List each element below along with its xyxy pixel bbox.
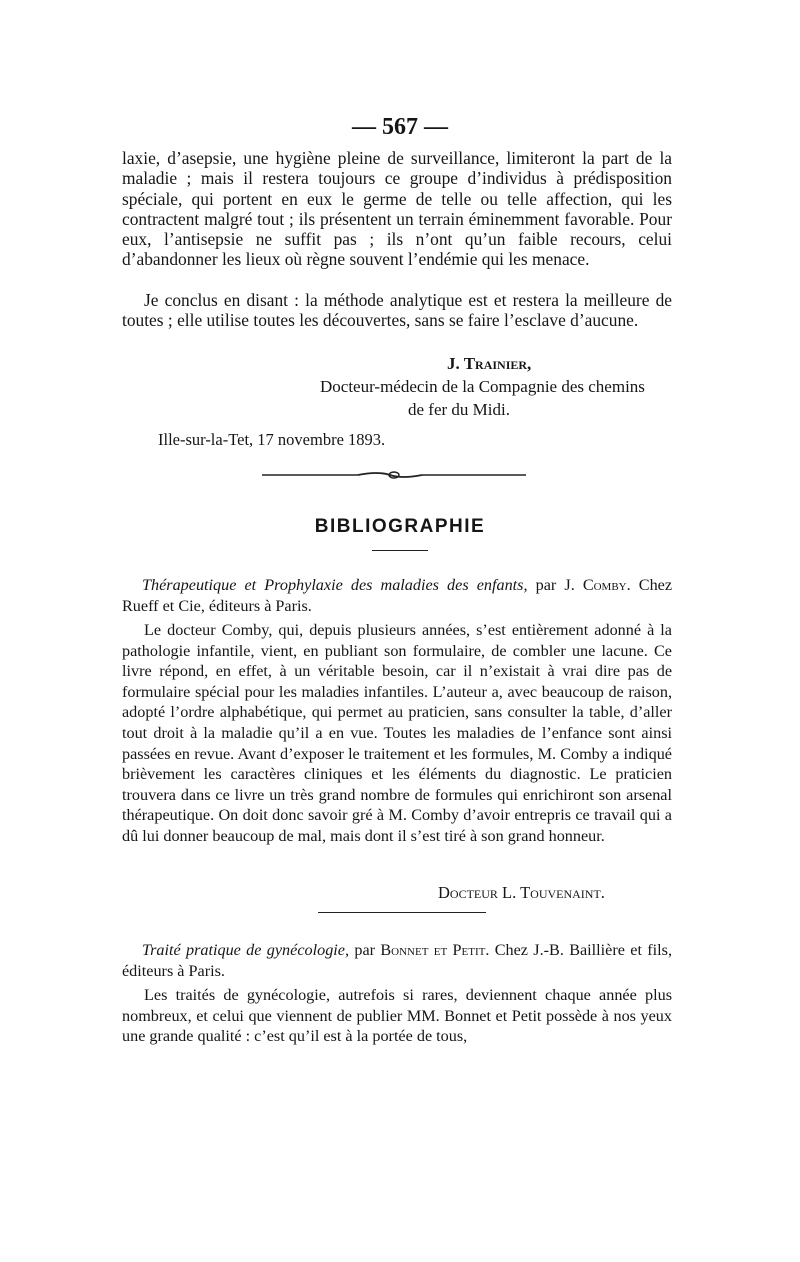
signature-author: J. Trainier, [447,354,532,373]
review2-by: par [354,941,376,959]
review2-publisher: Chez J.-B. Baillière et fils, éditeurs à Paris. [122,941,672,980]
page-number: — 567 — [352,114,448,140]
signature-place-date: Ille-sur-la-Tet, 17 novembre 1893. [158,430,386,449]
signature-title-line2: de fer du Midi. [408,400,510,419]
review1-author: J. Comby. [564,576,631,594]
section-heading: BIBLIOGRAPHIE [314,516,486,537]
review1-citation [122,575,672,616]
review2-authors: Bonnet et Petit. [380,941,490,959]
review1-publisher: Chez Rueff et Cie, éditeurs à Paris. [122,576,673,615]
review1-book-title: Thérapeutique et Prophylaxie des maladies des enfants, [142,576,528,594]
heading-underline [372,550,428,551]
signature-title-line1: Docteur-médecin de la Compagnie des chemins [320,377,645,396]
review-separator [318,912,486,913]
opening-paragraph: laxie, d’asepsie, une hygiène pleine de surveillance, limiteront la part de la maladie ; mais il restera toujours ce groupe d’individus à prédisposition spéciale, qui portent en eux le germe de telle ou telle affection, qui les contractent malgré tout ; ils présentent un terrain éminemment favorable. Pour eux, l’antisepsie ne suffit pas ; ils n’ont qu’un faible recours, celui d’abandonner les lieux où règne souvent l’endémie qui les menace. [122,148,672,270]
review2-body: Les traités de gynécologie, autrefois si rares, deviennent chaque année plus nombreux, et celui que viennent de publier MM. Bonnet et Petit possède à nos yeux une grande qualité : c’est qu’il est à la portée de tous, [122,986,672,1046]
conclusion-paragraph: Je conclus en disant : la méthode analytique est et restera la meilleure de toutes ; elle utilise toutes les découvertes, sans se faire l’esclave d’aucune. [122,290,672,331]
review2-book-title: Traité pratique de gynécologie, [142,941,350,959]
review1-reviewer: Docteur L. Touvenaint. [438,883,605,902]
review1-body: Le docteur Comby, qui, depuis plusieurs années, s’est entièrement adonné à la pathologie infantile, vient, en publiant son formulaire, de combler une lacune. Ce livre répond, en effet, à un véritable besoin, car il n’existait à vrai dire pas de formulaire spécial pour les maladies infantiles. L’auteur a, avec beaucoup de raison, adopté l’ordre alphabétique, qui permet au praticien, sans consulter la table, d’aller tout droit à la maladie qu’il a en vue. Toutes les maladies de l’enfance sont ainsi passées en revue. Avant d’exposer le traitement et les formules, M. Comby a indiqué brièvement les caractères cliniques et les éléments du diagnostic. Le praticien trouvera dans ce livre un très grand nombre de formules qui enrichiront son arsenal thérapeutique. On doit donc savoir gré à M. Comby d’avoir entrepris ce travail qui a dû lui donner beaucoup de mal, mais dont il s’est tiré à son grand honneur. [122,621,672,845]
review1-by: par [535,576,557,594]
ornamental-divider [262,468,526,482]
review2-citation [122,940,672,981]
